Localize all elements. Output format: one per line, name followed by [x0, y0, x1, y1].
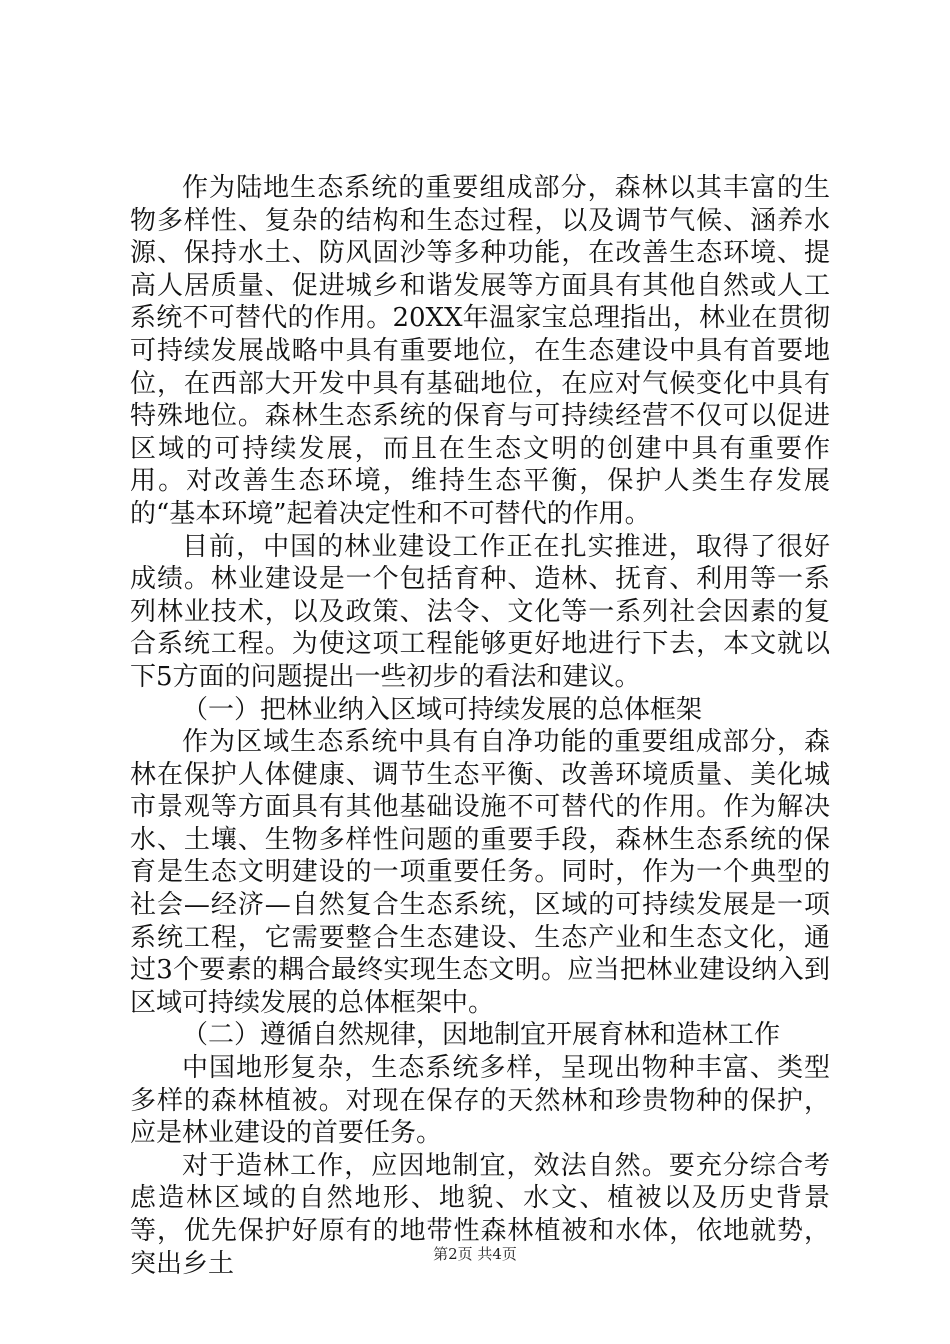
paragraph-current-status: 目前，中国的林业建设工作正在扎实推进，取得了很好成绩。林业建设是一个包括育种、造林、抚育、利用等一系列林业技术，以及政策、法令、文化等一系列社会因素的复合系统工程。为使这项工程能够更好地进行下去，本文就以下5方面的问题提出一些初步的看法和建议。	[130, 531, 830, 692]
paragraph-intro: 作为陆地生态系统的重要组成部分，森林以其丰富的生物多样性、复杂的结构和生态过程，以及调节气候、涵养水源、保持水土、防风固沙等多种功能，在改善生态环境、提高人居质量、促进城乡和谐发展等方面具有其他自然或人工系统不可替代的作用。20XX年温家宝总理指出，林业在贯彻可持续发展战略中具有重要地位，在生态建设中具有首要地位，在西部大开发中具有基础地位，在应对气候变化中具有特殊地位。森林生态系统的保育与可持续经营不仅可以促进区域的可持续发展，而且在生态文明的创建中具有重要作用。对改善生态环境，维持生态平衡，保护人类生存发展的“基本环境”起着决定性和不可替代的作用。	[130, 173, 830, 529]
section-heading-1: （一）把林业纳入区域可持续发展的总体框架	[182, 694, 703, 725]
paragraph-section-2-b: 对于造林工作，应因地制宜，效法自然。要充分综合考虑造林区域的自然地形、地貌、水文、植被以及历史背景等，优先保护好原有的地带性森林植被和水体，依地就势，突出乡土	[130, 1150, 830, 1279]
paragraph-section-1: 作为区域生态系统中具有自净功能的重要组成部分，森林在保护人体健康、调节生态平衡、改善环境质量、美化城市景观等方面具有其他基础设施不可替代的作用。作为解决水、土壤、生物多样性问题的重要手段，森林生态系统的保育是生态文明建设的一项重要任务。同时，作为一个典型的社会—经济—自然复合生态系统，区域的可持续发展是一项系统工程，它需要整合生态建设、生态产业和生态文化，通过3个要素的耦合最终实现生态文明。应当把林业建设纳入到区域可持续发展的总体框架中。	[130, 727, 830, 1018]
section-heading-2: （二）遵循自然规律，因地制宜开展育林和造林工作	[182, 1020, 781, 1051]
page-footer: 第2页 共4页	[433, 1245, 517, 1263]
document-body	[130, 172, 830, 1280]
paragraph-section-2-a: 中国地形复杂，生态系统多样，呈现出物种丰富、类型多样的森林植被。对现在保存的天然林和珍贵物种的保护，应是林业建设的首要任务。	[130, 1053, 830, 1149]
